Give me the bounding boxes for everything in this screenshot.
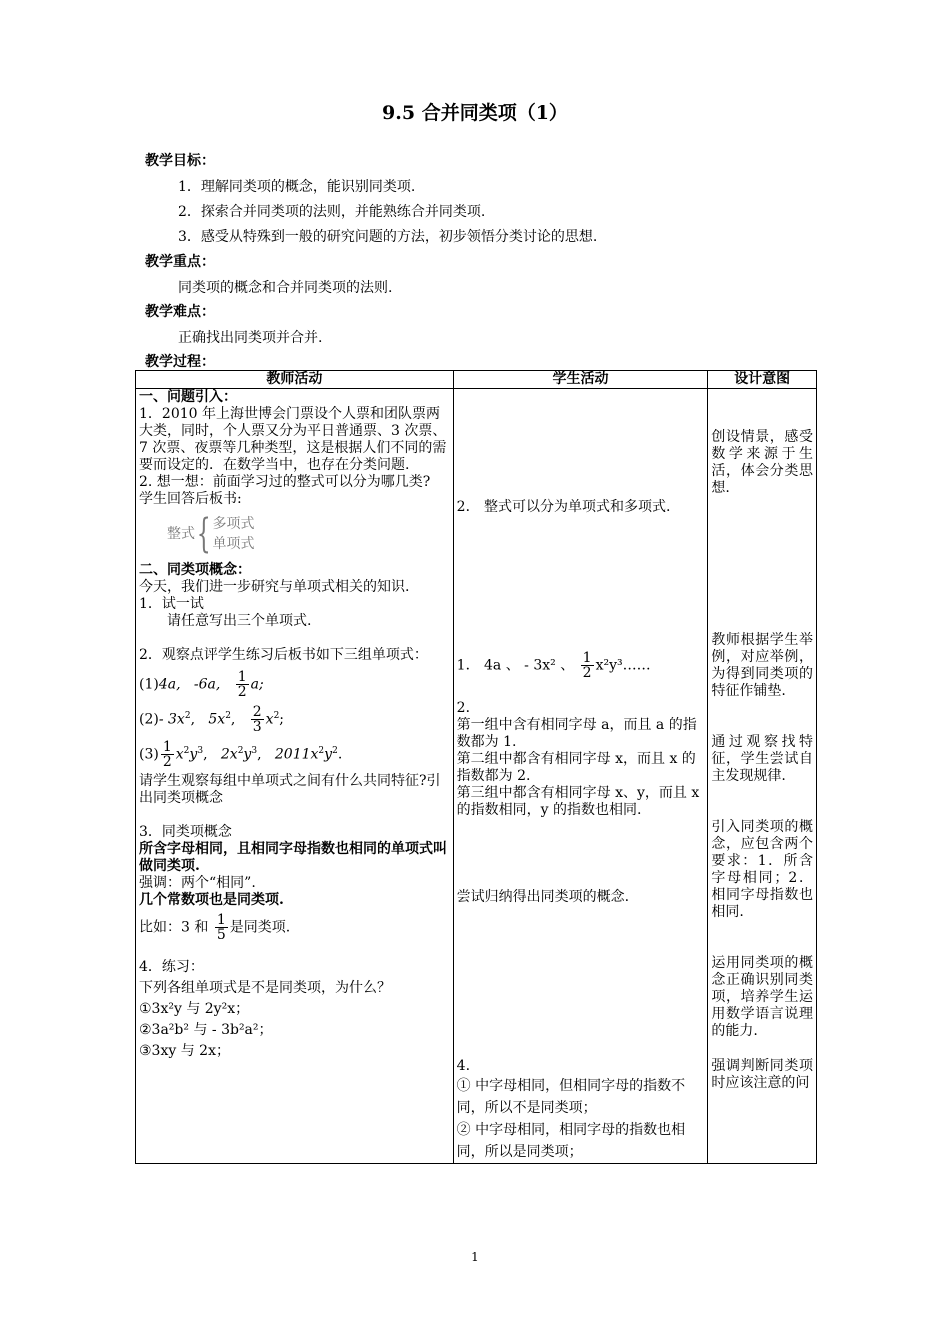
teacher-cell (136, 389, 454, 1164)
group-2-term-c: x (265, 711, 274, 728)
section4-title: 4．练习： (139, 959, 204, 975)
lesson-table (135, 370, 817, 1164)
brace-item-polynomial: 多项式 (212, 516, 255, 532)
difficulty-text: 正确找出同类项并合并. (178, 330, 323, 346)
group-3-term-b: 2x (220, 746, 238, 763)
fraction: $\frac{1}{2}$ (237, 669, 247, 700)
section2-title: 二、同类项概念： (139, 562, 251, 578)
goals-heading: 教学目标： (145, 153, 215, 169)
section3-constant: 几个常数项也是同类项. (139, 892, 284, 908)
section3-title: 3．同类项概念 (139, 824, 232, 840)
goal-item-1: 1．理解同类项的概念，能识别同类项. (178, 179, 416, 195)
focus-text: 同类项的概念和合并同类项的法则. (178, 280, 393, 296)
student-answer-5-number: 4. (456, 1058, 471, 1074)
section1-p3: 学生回答后板书: (139, 491, 242, 507)
group-2-label: (2) (139, 711, 159, 728)
focus-heading: 教学重点： (145, 254, 215, 270)
fraction: $\frac{1}{2}$ (582, 650, 592, 681)
page-title: 9.5 合并同类项（1） (382, 102, 568, 124)
fraction: $\frac{1}{5}$ (216, 912, 226, 943)
group-3-label: (3) (139, 746, 159, 763)
section4-item-1: ①3x²y 与 2y²x； (139, 1001, 250, 1017)
student-answer-5-line-2: ② 中字母相同，相同字母的指数也相同，所以是同类项； (456, 1122, 686, 1160)
header-student: 学生活动 (453, 371, 708, 389)
student-answer-4: 尝试归纳得出同类项的概念. (456, 889, 630, 905)
section2-ask: 请学生观察每组中单项式之间有什么共同特征?引出同类项概念 (139, 773, 441, 806)
group-2: (2)- $3x^2$, $5x^2$, $\frac{2}{3}$ $x^2$; (139, 704, 285, 735)
page-number: 1 (471, 1250, 479, 1264)
student-answer-3-line-3: 第三组中都含有相同字母 x、y，而且 x 的指数相同，y 的指数也相同. (456, 785, 700, 818)
design-note-2: 教师根据学生举例，对应举例，为得到同类项的特征作铺垫. (711, 632, 813, 699)
goal-item-2: 2．探索合并同类项的法则，并能熟练合并同类项. (178, 204, 486, 220)
group-3: (3) $\frac{1}{2}$ $x^2y^3$, $2x^2y^3$, $2011x^2y^2$. (139, 739, 343, 770)
section2-try-text: 请任意写出三个单项式. (167, 613, 312, 629)
student-answer-5-line-1: ① 中字母相同，但相同字母的指数不同，所以不是同类项； (456, 1078, 686, 1116)
design-cell (708, 389, 817, 1164)
goal-item-3: 3．感受从特殊到一般的研究问题的方法，初步领悟分类讨论的思想. (178, 229, 598, 245)
brace-item-monomial: 单项式 (212, 536, 255, 552)
process-heading: 教学过程： (145, 354, 215, 370)
group-2-term-b: 5x (208, 711, 226, 728)
group-3-term-a: x (175, 746, 184, 763)
section1-p1: 1．2010 年上海世博会门票设个人票和团队票两大类，同时，个人票又分为平日普通票、3 次票、7 次票、夜票等几种类型，这是根据人们不同的需要而设定的．在数学当中，也存在分类问题. (139, 406, 447, 473)
design-note-3: 通过观察找特征，学生尝试自主发现规律. (711, 734, 813, 784)
brace-icon: { (196, 511, 211, 557)
fraction: $\frac{1}{2}$ (162, 739, 172, 770)
group-1-term-b: -6a, (193, 676, 221, 693)
student-answer-2: 1． 4a 、 - 3x² 、 $\frac{1}{2}$ x²y³…… (456, 650, 651, 681)
difficulty-heading: 教学难点： (145, 304, 215, 320)
fraction: $\frac{2}{3}$ (252, 704, 262, 735)
design-note-6: 强调判断同类项时应该注意的问 (711, 1058, 813, 1091)
header-teacher: 教师活动 (136, 371, 454, 389)
section2-p1: 今天，我们进一步研究与单项式相关的知识. (139, 579, 410, 595)
student-cell (453, 389, 708, 1164)
group-1-term-a: 4a, (158, 676, 181, 693)
group-1 (139, 670, 450, 699)
design-note-5: 运用同类项的概念正确识别同类项，培养学生运用数学语言说理的能力. (711, 955, 813, 1039)
student-answer-1: 2． 整式可以分为单项式和多项式. (456, 499, 671, 515)
brace-label: 整式 (167, 525, 195, 542)
section3-example: 比如：3 和 $\frac{1}{5}$ 是同类项. (139, 912, 291, 943)
student-answer-3-number: 2． (456, 700, 480, 716)
group-1-term-c: a; (250, 676, 264, 693)
section4-item-2: ②3a²b² 与 - 3b²a²； (139, 1022, 273, 1038)
group-3-term-c: 2011x (274, 746, 319, 763)
group-1-label: (1) (139, 676, 159, 693)
section3-stress: 强调：两个“相同”. (139, 875, 256, 891)
section4-item-3: ③3xy 与 2x； (139, 1043, 230, 1059)
section2-observe: 2．观察点评学生练习后板书如下三组单项式： (139, 647, 428, 663)
section4-question: 下列各组单项式是不是同类项，为什么？ (139, 980, 391, 996)
section1-title: 一、问题引入： (139, 389, 237, 405)
design-note-1: 创设情景，感受数学来源于生活，体会分类思想. (711, 429, 813, 496)
classification-brace (167, 511, 450, 557)
section3-definition: 所含字母相同，且相同字母指数也相同的单项式叫做同类项. (139, 841, 447, 874)
section1-p2: 2. 想一想：前面学习过的整式可以分为哪几类? (139, 474, 431, 490)
section2-try: 1．试一试 (139, 596, 204, 612)
student-answer-3-line-1: 第一组中含有相同字母 a，而且 a 的指数都为 1. (456, 717, 697, 750)
student-answer-3-line-2: 第二组中都含有相同字母 x，而且 x 的指数都为 2. (456, 751, 696, 784)
design-note-4: 引入同类项的概念，应包含两个要求：1．所含字母相同；2．相同字母指数也相同. (711, 819, 813, 920)
header-design: 设计意图 (708, 371, 817, 389)
group-2-term-a: - 3x (158, 711, 185, 728)
